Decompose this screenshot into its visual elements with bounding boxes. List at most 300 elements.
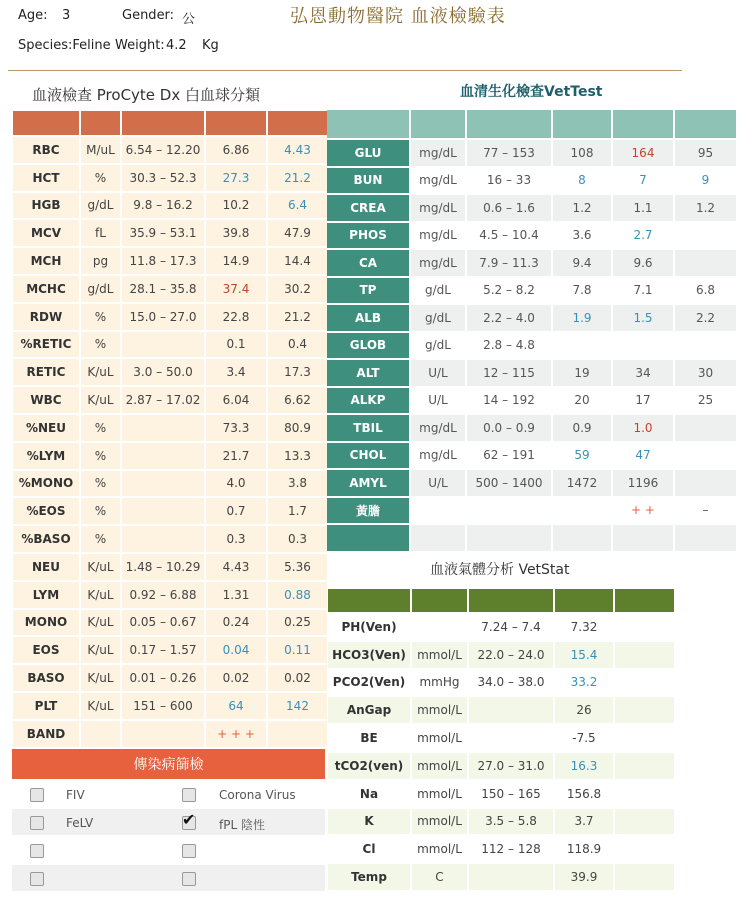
reference-range: 30.3 – 52.3 [122, 165, 204, 191]
reference-range [122, 498, 204, 524]
result-value: 0.24 [206, 610, 266, 636]
test-name [327, 525, 409, 551]
result-value: 9.6 [613, 250, 673, 276]
table-row [327, 250, 736, 276]
table-row [327, 415, 736, 441]
test-name: CHOL [327, 443, 409, 469]
table-row [13, 582, 327, 608]
header-cell [675, 110, 736, 138]
unit-cell: % [81, 471, 120, 497]
reference-range: 28.1 – 35.8 [122, 276, 204, 302]
result-value: 21.7 [206, 443, 266, 469]
unit-cell: g/dL [411, 278, 465, 304]
result-value: 47.9 [268, 220, 327, 246]
result-value: 4.43 [206, 554, 266, 580]
test-name: RBC [13, 137, 79, 163]
test-name: Na [328, 781, 410, 807]
table-row [13, 304, 327, 330]
header-cell [81, 111, 120, 135]
result-value: 0.02 [268, 665, 327, 691]
gender-value: 公 [182, 12, 196, 27]
table-header-row [13, 111, 327, 135]
reference-range [122, 443, 204, 469]
test-name: RETIC [13, 359, 79, 385]
reference-range [122, 471, 204, 497]
table-row [328, 697, 674, 723]
table-header-row [328, 589, 674, 612]
table-row [327, 360, 736, 386]
table-row [13, 332, 327, 358]
result-value: 1.2 [675, 195, 736, 221]
table-row [13, 665, 327, 691]
unit-cell: U/L [411, 470, 465, 496]
reference-range: 151 – 600 [122, 693, 204, 719]
reference-range: 0.6 – 1.6 [467, 195, 551, 221]
result-value: 4.43 [268, 137, 327, 163]
result-value: 15.4 [555, 642, 613, 668]
reference-range: 0.01 – 0.26 [122, 665, 204, 691]
test-name: TP [327, 278, 409, 304]
reference-range [467, 525, 551, 551]
test-name: %MONO [13, 471, 79, 497]
result-value: 3.6 [553, 223, 611, 249]
reference-range: 35.9 – 53.1 [122, 220, 204, 246]
test-name: %EOS [13, 498, 79, 524]
fiv-checkbox[interactable] [30, 788, 44, 802]
test-name: Temp [328, 864, 410, 890]
result-value: 0.1 [206, 332, 266, 358]
fiv-label: FIV [66, 788, 85, 802]
result-value: -7.5 [555, 725, 613, 751]
reference-range: 150 – 165 [469, 781, 553, 807]
test-name: %LYM [13, 443, 79, 469]
test-name: BASO [13, 665, 79, 691]
chemistry-table [325, 108, 738, 553]
table-row [327, 195, 736, 221]
header-cell [327, 110, 409, 138]
reference-range [122, 332, 204, 358]
blood-gas-table [326, 587, 676, 892]
result-value [553, 525, 611, 551]
table-row [13, 387, 327, 413]
reference-range: 11.8 – 17.3 [122, 248, 204, 274]
result-value: 6.04 [206, 387, 266, 413]
unit-cell [411, 498, 465, 524]
unit-cell: mmol/L [412, 753, 467, 779]
reference-range [469, 697, 553, 723]
test-name: MCH [13, 248, 79, 274]
table-row [328, 864, 674, 890]
reference-range: 14 – 192 [467, 388, 551, 414]
result-value: 5.36 [268, 554, 327, 580]
reference-range [469, 725, 553, 751]
result-value: 39.9 [555, 864, 613, 890]
result-value: 30 [675, 360, 736, 386]
test-name: GLU [327, 140, 409, 166]
result-value: 6.62 [268, 387, 327, 413]
unit-cell: mg/dL [411, 195, 465, 221]
result-value: 1.7 [268, 498, 327, 524]
table-row [328, 836, 674, 862]
unit-cell: C [412, 864, 467, 890]
table-row [13, 554, 327, 580]
result-value: 1196 [613, 470, 673, 496]
reference-range: 4.5 – 10.4 [467, 223, 551, 249]
result-value: 21.2 [268, 304, 327, 330]
unit-cell: % [81, 415, 120, 441]
test-name: ALB [327, 305, 409, 331]
result-value: 6.8 [675, 278, 736, 304]
reference-range: 27.0 – 31.0 [469, 753, 553, 779]
unit-cell: pg [81, 248, 120, 274]
test-name: BUN [327, 168, 409, 194]
test-name: %NEU [13, 415, 79, 441]
reference-range: 500 – 1400 [467, 470, 551, 496]
header-cell [469, 589, 553, 612]
cbc-title: 血液檢查 ProCyte Dx 白血球分類 [32, 86, 260, 104]
test-name: EOS [13, 637, 79, 663]
corona-checkbox[interactable] [182, 788, 196, 802]
result-value: 80.9 [268, 415, 327, 441]
test-name: ALT [327, 360, 409, 386]
result-value: 1.1 [613, 195, 673, 221]
test-name: ALKP [327, 388, 409, 414]
header-cell [328, 589, 410, 612]
reference-range: 12 – 115 [467, 360, 551, 386]
infect-row [12, 837, 325, 863]
reference-range [122, 415, 204, 441]
table-row [327, 168, 736, 194]
table-row [13, 276, 327, 302]
unit-cell: K/uL [81, 387, 120, 413]
unit-cell: U/L [411, 360, 465, 386]
table-row [328, 809, 674, 835]
gender-label: Gender: [122, 8, 175, 23]
reference-range: 34.0 – 38.0 [469, 670, 553, 696]
result-value: 7.8 [553, 278, 611, 304]
result-value: 7.32 [555, 614, 613, 640]
result-value: 8 [553, 168, 611, 194]
test-name: %BASO [13, 526, 79, 552]
test-name: tCO2(ven) [328, 753, 410, 779]
gas-title: 血液氣體分析 VetStat [430, 562, 570, 578]
result-value: 6.86 [206, 137, 266, 163]
table-row [327, 443, 736, 469]
unit-cell: K/uL [81, 610, 120, 636]
test-name: LYM [13, 582, 79, 608]
blank-checkbox[interactable] [30, 844, 44, 858]
result-value: 9.4 [553, 250, 611, 276]
cbc-table [11, 109, 329, 749]
test-name: K [328, 809, 410, 835]
reference-range: 112 – 128 [469, 836, 553, 862]
unit-cell: g/dL [411, 333, 465, 359]
result-value [615, 614, 674, 640]
result-value [615, 725, 674, 751]
test-name: HCT [13, 165, 79, 191]
report-title: 弘恩動物醫院 血液檢驗表 [290, 6, 506, 27]
reference-range [469, 864, 553, 890]
result-value: 37.4 [206, 276, 266, 302]
result-value: 64 [206, 693, 266, 719]
reference-range: 2.8 – 4.8 [467, 333, 551, 359]
reference-range: 5.2 – 8.2 [467, 278, 551, 304]
table-row [13, 526, 327, 552]
table-row [13, 137, 327, 163]
result-value: 1.5 [613, 305, 673, 331]
test-name: PHOS [327, 223, 409, 249]
result-value: 0.88 [268, 582, 327, 608]
table-row [13, 359, 327, 385]
result-value: 27.3 [206, 165, 266, 191]
result-value: 17.3 [268, 359, 327, 385]
reference-range: 1.48 – 10.29 [122, 554, 204, 580]
reference-range: 77 – 153 [467, 140, 551, 166]
table-row [327, 223, 736, 249]
result-value [615, 753, 674, 779]
unit-cell: fL [81, 220, 120, 246]
result-value [615, 781, 674, 807]
infect-row [12, 781, 325, 807]
result-value: 7 [613, 168, 673, 194]
header-cell [615, 589, 674, 612]
table-row [13, 610, 327, 636]
felv-checkbox[interactable] [30, 816, 44, 830]
result-value: 2.2 [675, 305, 736, 331]
result-value: 59 [553, 443, 611, 469]
unit-cell: K/uL [81, 693, 120, 719]
weight-label: Weight: [115, 38, 165, 53]
table-row [328, 725, 674, 751]
result-value: 0.9 [553, 415, 611, 441]
species: Species:Feline [18, 38, 111, 53]
age-value: 3 [62, 8, 71, 23]
result-value: 1.9 [553, 305, 611, 331]
blank-checkbox[interactable] [30, 872, 44, 886]
result-value [675, 443, 736, 469]
reference-range: 2.87 – 17.02 [122, 387, 204, 413]
result-value [675, 333, 736, 359]
table-row [327, 278, 736, 304]
result-value: 118.9 [555, 836, 613, 862]
checkmark-icon: ✔ [182, 810, 196, 829]
result-value: 17 [613, 388, 673, 414]
reference-range: 22.0 – 24.0 [469, 642, 553, 668]
unit-cell: mmol/L [412, 725, 467, 751]
table-row [13, 415, 327, 441]
result-value: 9 [675, 168, 736, 194]
test-name: HCO3(Ven) [328, 642, 410, 668]
unit-cell: K/uL [81, 554, 120, 580]
result-value: 19 [553, 360, 611, 386]
test-name: MCV [13, 220, 79, 246]
result-value: 21.2 [268, 165, 327, 191]
unit-cell: % [81, 443, 120, 469]
header-cell [122, 111, 204, 135]
result-value [675, 415, 736, 441]
result-value: 14.9 [206, 248, 266, 274]
test-name: Cl [328, 836, 410, 862]
table-row [327, 525, 736, 551]
test-name: HGB [13, 193, 79, 219]
result-value: 3.7 [555, 809, 613, 835]
reference-range: 0.0 – 0.9 [467, 415, 551, 441]
test-name: TBIL [327, 415, 409, 441]
result-value: 3.8 [268, 471, 327, 497]
test-name: CA [327, 250, 409, 276]
result-value [613, 333, 673, 359]
fpl-label: fPL 陰性 [219, 818, 265, 832]
header-cell [411, 110, 465, 138]
unit-cell: K/uL [81, 637, 120, 663]
result-value: + + + [206, 721, 266, 747]
unit-cell: mmol/L [412, 809, 467, 835]
unit-cell: mmol/L [412, 642, 467, 668]
reference-range: 0.05 – 0.67 [122, 610, 204, 636]
table-row [13, 693, 327, 719]
unit-cell: % [81, 332, 120, 358]
unit-cell: mmol/L [412, 836, 467, 862]
result-value: 0.11 [268, 637, 327, 663]
test-name: PH(Ven) [328, 614, 410, 640]
result-value: 0.4 [268, 332, 327, 358]
unit-cell: g/dL [411, 305, 465, 331]
unit-cell: K/uL [81, 665, 120, 691]
result-value: 1472 [553, 470, 611, 496]
header-cell [13, 111, 79, 135]
result-value [615, 697, 674, 723]
test-name: WBC [13, 387, 79, 413]
reference-range: 15.0 – 27.0 [122, 304, 204, 330]
reference-range: 2.2 – 4.0 [467, 305, 551, 331]
result-value: 10.2 [206, 193, 266, 219]
reference-range: 6.54 – 12.20 [122, 137, 204, 163]
unit-cell: mg/dL [411, 415, 465, 441]
test-name: AnGap [328, 697, 410, 723]
table-row [13, 471, 327, 497]
reference-range: 0.17 – 1.57 [122, 637, 204, 663]
blank-checkbox[interactable] [182, 844, 196, 858]
unit-cell: mmHg [412, 670, 467, 696]
result-value: 0.3 [206, 526, 266, 552]
table-row [13, 498, 327, 524]
result-value: 22.8 [206, 304, 266, 330]
result-value: 3.4 [206, 359, 266, 385]
result-value [615, 864, 674, 890]
reference-range [122, 721, 204, 747]
result-value: 13.3 [268, 443, 327, 469]
result-value: 0.3 [268, 526, 327, 552]
result-value: 2.7 [613, 223, 673, 249]
result-value: 73.3 [206, 415, 266, 441]
unit-cell: g/dL [81, 276, 120, 302]
header-cell [268, 111, 327, 135]
table-row [328, 642, 674, 668]
reference-range [467, 498, 551, 524]
infect-row [12, 865, 325, 891]
table-row [327, 140, 736, 166]
header-cell [613, 110, 673, 138]
header-cell [467, 110, 551, 138]
result-value: 164 [613, 140, 673, 166]
unit-cell: mmol/L [412, 781, 467, 807]
reference-range: 7.9 – 11.3 [467, 250, 551, 276]
table-row [13, 220, 327, 246]
blank-checkbox[interactable] [182, 872, 196, 886]
table-row [328, 614, 674, 640]
unit-cell: U/L [411, 388, 465, 414]
test-name: CREA [327, 195, 409, 221]
reference-range: 3.5 – 5.8 [469, 809, 553, 835]
result-value: – [675, 498, 736, 524]
test-name: RDW [13, 304, 79, 330]
reference-range: 3.0 – 50.0 [122, 359, 204, 385]
result-value [615, 836, 674, 862]
result-value [675, 525, 736, 551]
result-value [675, 250, 736, 276]
test-name: %RETIC [13, 332, 79, 358]
header-cell [412, 589, 467, 612]
result-value [675, 223, 736, 249]
table-row [327, 305, 736, 331]
result-value [553, 333, 611, 359]
table-row [13, 721, 327, 747]
result-value: 25 [675, 388, 736, 414]
result-value: 39.8 [206, 220, 266, 246]
unit-cell: mmol/L [412, 697, 467, 723]
weight-value: 4.2 [166, 38, 187, 53]
table-row [13, 443, 327, 469]
weight-unit: Kg [202, 38, 219, 53]
unit-cell: K/uL [81, 359, 120, 385]
result-value: 16.3 [555, 753, 613, 779]
result-value: 1.0 [613, 415, 673, 441]
test-name: AMYL [327, 470, 409, 496]
unit-cell: g/dL [81, 193, 120, 219]
table-row [13, 637, 327, 663]
unit-cell: % [81, 165, 120, 191]
result-value: 0.04 [206, 637, 266, 663]
result-value: 6.4 [268, 193, 327, 219]
result-value: 14.4 [268, 248, 327, 274]
result-value [615, 642, 674, 668]
result-value: 4.0 [206, 471, 266, 497]
test-name: NEU [13, 554, 79, 580]
header-cell [206, 111, 266, 135]
unit-cell [411, 525, 465, 551]
result-value: + + [613, 498, 673, 524]
table-row [327, 388, 736, 414]
result-value: 7.1 [613, 278, 673, 304]
infectious-screen-header: 傳染病篩檢 [12, 749, 325, 779]
result-value: 95 [675, 140, 736, 166]
result-value: 1.2 [553, 195, 611, 221]
chem-title: 血清生化檢查VetTest [460, 84, 603, 100]
unit-cell: % [81, 498, 120, 524]
result-value: 108 [553, 140, 611, 166]
header-cell [553, 110, 611, 138]
table-row [13, 248, 327, 274]
felv-label: FeLV [66, 816, 94, 830]
test-name: GLOB [327, 333, 409, 359]
result-value: 34 [613, 360, 673, 386]
unit-cell: % [81, 526, 120, 552]
header-divider [8, 70, 682, 71]
result-value: 0.02 [206, 665, 266, 691]
table-row [327, 470, 736, 496]
unit-cell: mg/dL [411, 443, 465, 469]
table-row [13, 165, 327, 191]
